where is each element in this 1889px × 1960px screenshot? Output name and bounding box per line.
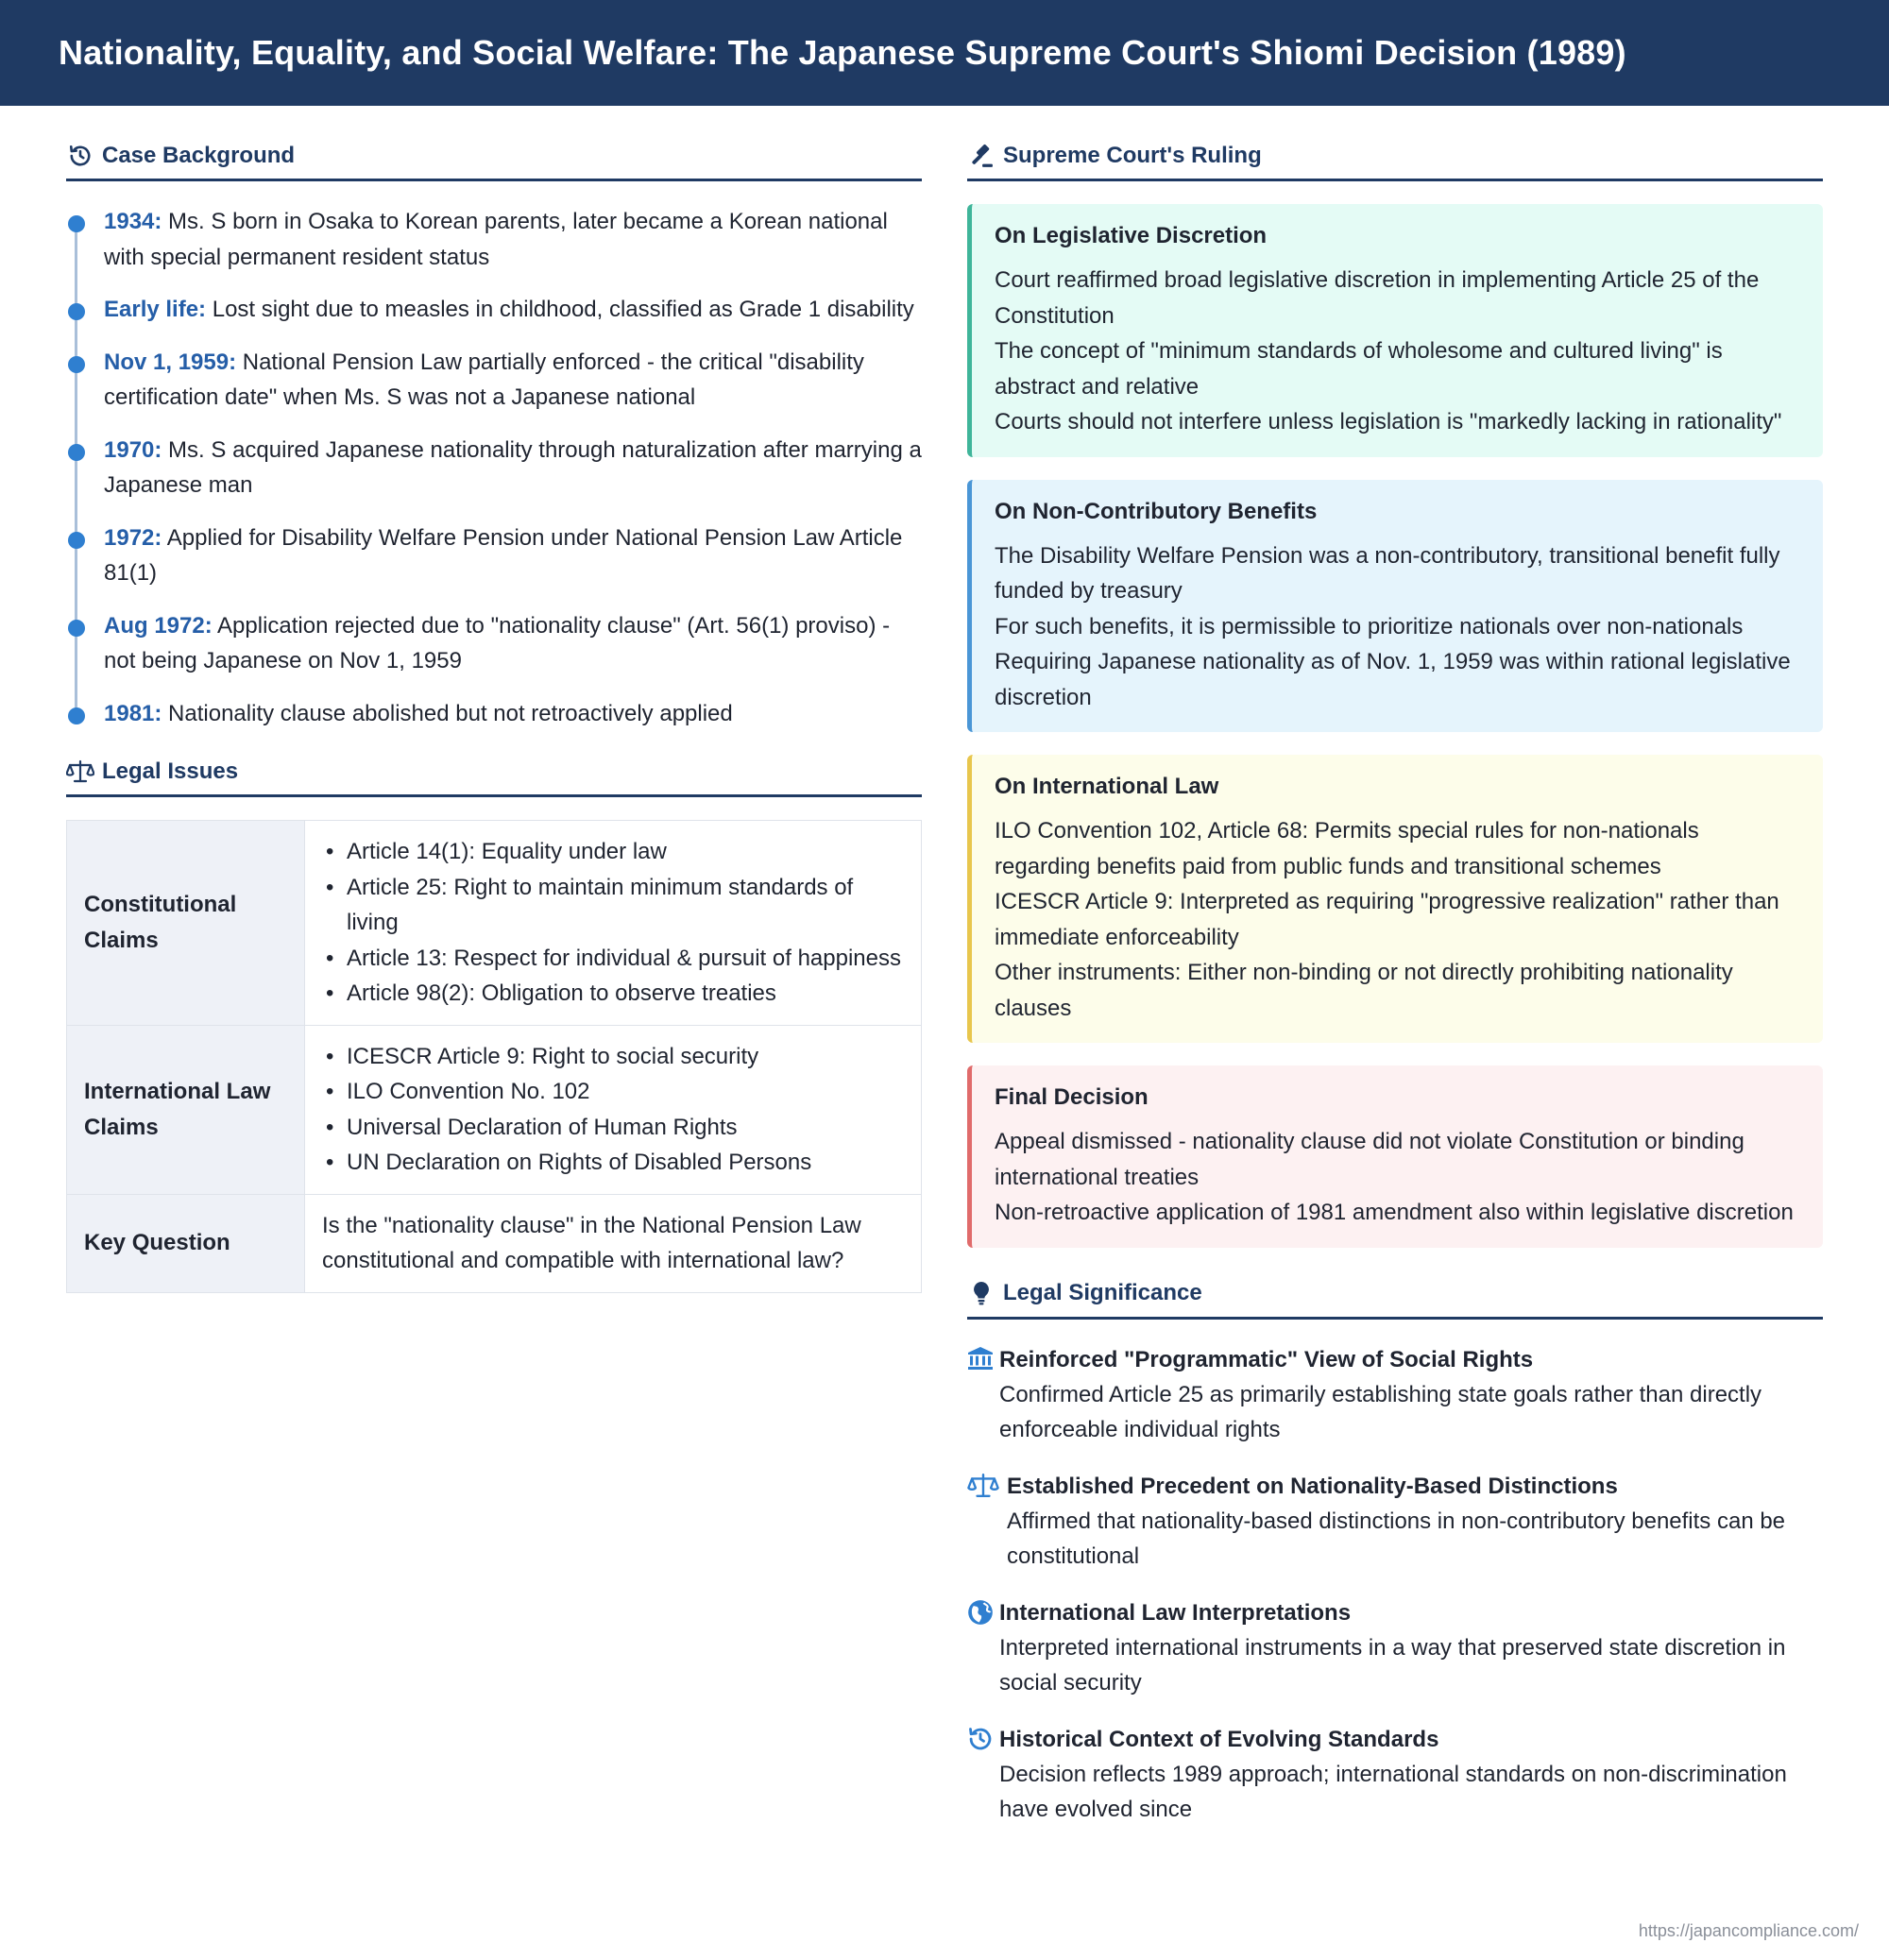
legal-issues-title: Legal Issues [102, 758, 239, 784]
international-claims-list [322, 1039, 904, 1181]
list-item: • ILO Convention No. 102 [322, 1074, 904, 1110]
source-url: https://japancompliance.com/ [1638, 1921, 1859, 1940]
list-item: • Universal Declaration of Human Rights [322, 1110, 904, 1146]
timeline-text: Nationality clause abolished but not retroactively applied [162, 700, 733, 726]
timeline-item [104, 520, 922, 591]
list-item: • Article 14(1): Equality under law [322, 834, 904, 870]
landmark-icon [967, 1342, 999, 1448]
significance-text: Confirmed Article 25 as primarily establishing state goals rather than directly enforceable individual rights [999, 1381, 1762, 1442]
ruling-card-legislative-discretion [967, 204, 1823, 457]
page-header [0, 0, 1889, 106]
timeline-text: Ms. S born in Osaka to Korean parents, later became a Korean national with special permanent resident status [104, 209, 888, 270]
card-line: ILO Convention 102, Article 68: Permits special rules for non-nationals regarding benefits paid from public funds and transitional schemes [995, 818, 1699, 879]
lightbulb-icon [967, 1279, 996, 1307]
card-line: The Disability Welfare Pension was a non-contributory, transitional benefit fully funded by treasury [995, 542, 1780, 604]
timeline-date: 1972: [104, 524, 162, 551]
card-line: Non-retroactive application of 1981 amendment also within legislative discretion [995, 1200, 1794, 1225]
scales-icon [967, 1469, 1007, 1575]
history-icon [66, 142, 94, 170]
significance-item [967, 1595, 1823, 1701]
timeline-date: 1970: [104, 436, 162, 463]
timeline-text: National Pension Law partially enforced - the critical "disability certification date" when Ms. S was not a Japanese national [104, 349, 864, 410]
timeline-item [104, 345, 922, 416]
gavel-icon [967, 142, 996, 170]
timeline-dot [68, 444, 85, 461]
ruling-title: Supreme Court's Ruling [1003, 142, 1262, 168]
right-column [967, 132, 1823, 1849]
timeline-dot [68, 303, 85, 320]
card-line: Other instruments: Either non-binding or not directly prohibiting nationality clauses [995, 960, 1733, 1021]
timeline-dot [68, 356, 85, 373]
timeline-date: Nov 1, 1959: [104, 349, 237, 375]
timeline-item [104, 292, 922, 328]
timeline-text: Lost sight due to measles in childhood, classified as Grade 1 disability [206, 297, 914, 322]
ruling-card-non-contributory [967, 480, 1823, 733]
left-column [66, 132, 922, 1293]
timeline-item [104, 204, 922, 275]
case-background-header [66, 132, 922, 181]
card-line: For such benefits, it is permissible to prioritize nationals over non-nationals [995, 613, 1744, 639]
scales-icon [66, 758, 94, 786]
card-line: Requiring Japanese nationality as of Nov. 1, 1959 was within rational legislative discretion [995, 649, 1791, 710]
timeline-text: Applied for Disability Welfare Pension under National Pension Law Article 81(1) [104, 524, 903, 586]
timeline-dot [68, 532, 85, 549]
page-title: Nationality, Equality, and Social Welfare: The Japanese Supreme Court's Shiomi Decision (1989) [59, 33, 1626, 72]
list-item: • Article 98(2): Obligation to observe treaties [322, 976, 904, 1012]
table-row [67, 1194, 922, 1292]
timeline-date: Early life: [104, 297, 207, 322]
card-line: Appeal dismissed - nationality clause did not violate Constitution or binding international treaties [995, 1129, 1744, 1190]
ruling-card-final-decision [967, 1065, 1823, 1248]
timeline-dot [68, 215, 85, 232]
card-title: On International Law [995, 774, 1219, 799]
case-timeline [66, 204, 922, 731]
significance-text: Interpreted international instruments in a way that preserved state discretion in social security [999, 1634, 1786, 1696]
card-title: Final Decision [995, 1084, 1149, 1110]
card-line: Court reaffirmed broad legislative discretion in implementing Article 25 of the Constitution [995, 267, 1760, 329]
timeline-date: 1981: [104, 700, 162, 726]
row-value: Is the "nationality clause" in the National Pension Law constitutional and compatible with international law? [305, 1194, 922, 1292]
case-background-title: Case Background [102, 142, 296, 168]
significance-title: Historical Context of Evolving Standards [999, 1726, 1439, 1752]
constitutional-claims-list [322, 834, 904, 1012]
significance-title: Legal Significance [1003, 1280, 1202, 1305]
card-line: Courts should not interfere unless legislation is "markedly lacking in rationality" [995, 409, 1782, 435]
globe-icon [967, 1595, 999, 1701]
timeline-text: Ms. S acquired Japanese nationality through naturalization after marrying a Japanese man [104, 436, 922, 498]
ruling-card-international-law [967, 755, 1823, 1043]
timeline-date: Aug 1972: [104, 612, 213, 639]
significance-header [967, 1270, 1823, 1320]
significance-text: Decision reflects 1989 approach; international standards on non-discrimination have evolved since [999, 1761, 1787, 1822]
timeline-item [104, 433, 922, 503]
significance-item [967, 1342, 1823, 1448]
list-item: • ICESCR Article 9: Right to social security [322, 1039, 904, 1075]
significance-text: Affirmed that nationality-based distinctions in non-contributory benefits can be constitutional [1007, 1508, 1786, 1569]
card-title: On Non-Contributory Benefits [995, 498, 1318, 524]
significance-title: Reinforced "Programmatic" View of Social Rights [999, 1346, 1534, 1372]
row-label: Key Question [67, 1194, 305, 1292]
list-item: • UN Declaration on Rights of Disabled Persons [322, 1145, 904, 1181]
card-line: ICESCR Article 9: Interpreted as requiring "progressive realization" rather than immediate enforceability [995, 889, 1779, 950]
timeline-dot [68, 707, 85, 724]
row-label: International Law Claims [67, 1025, 305, 1194]
timeline-item [104, 696, 922, 732]
significance-title: International Law Interpretations [999, 1599, 1352, 1626]
legal-issues-table [66, 820, 922, 1293]
row-value [305, 1025, 922, 1194]
timeline-date: 1934: [104, 209, 162, 234]
table-row [67, 1025, 922, 1194]
history-icon [967, 1722, 999, 1828]
significance-item [967, 1469, 1823, 1575]
significance-title: Established Precedent on Nationality-Based Distinctions [1007, 1473, 1618, 1499]
row-value [305, 821, 922, 1026]
table-row [67, 821, 922, 1026]
list-item: • Article 25: Right to maintain minimum standards of living [322, 870, 904, 941]
timeline-item [104, 608, 922, 679]
card-line: The concept of "minimum standards of wholesome and cultured living" is abstract and relative [995, 338, 1723, 400]
timeline-text: Application rejected due to "nationality clause" (Art. 56(1) proviso) - not being Japanese on Nov 1, 1959 [104, 612, 891, 673]
timeline-dot [68, 620, 85, 637]
significance-item [967, 1722, 1823, 1828]
card-title: On Legislative Discretion [995, 223, 1268, 248]
list-item: • Article 13: Respect for individual & pursuit of happiness [322, 941, 904, 977]
ruling-header [967, 132, 1823, 181]
row-label: Constitutional Claims [67, 821, 305, 1026]
legal-issues-header [66, 748, 922, 797]
